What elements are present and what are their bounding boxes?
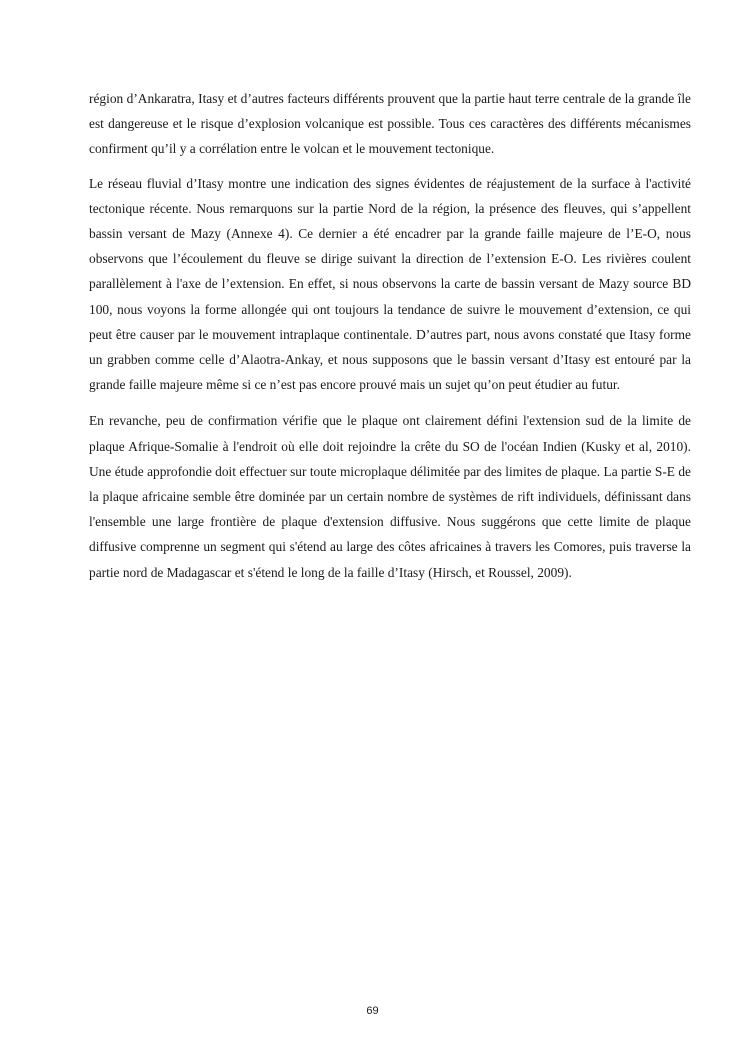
paragraph-volcanic-risk: région d’Ankaratra, Itasy et d’autres facteurs différents prouvent que la partie haut terre centrale de la grande île est dangereuse et le risque d’explosion volcanique est possible. Tous ces caractères des différents mécanismes confirment qu’il y a corrélation entre le volcan et le mouvement tectonique. bbox=[89, 91, 691, 157]
page-number: 69 bbox=[366, 1005, 379, 1017]
paragraph-plate-boundary: En revanche, peu de confirmation vérifie que le plaque ont clairement défini l'extension sud de la limite de plaque Afrique-Somalie à l'endroit où elle doit rejoindre la crête du SO de l'océan Indien (Kusky et al, 2010). Une étude approfondie doit effectuer sur toute microplaque délimitée par des limites de plaque. La partie S-E de la plaque africaine semble être dominée par un certain nombre de systèmes de rift individuels, définissant dans l'ensemble une large frontière de plaque d'extension diffusive. Nous suggérons que cette limite de plaque diffusive comprenne un segment qui s'étend au large des côtes africaines à travers les Comores, puis traverse la partie nord de Madagascar et s'étend le long de la faille d’Itasy (Hirsch, et Roussel, 2009). bbox=[89, 413, 691, 580]
paragraph-fluvial-network: Le réseau fluvial d’Itasy montre une indication des signes évidentes de réajustement de la surface à l'activité tectonique récente. Nous remarquons sur la partie Nord de la région, la présence des fleuves, qui s’appellent bassin versant de Mazy (Annexe 4). Ce dernier a été encadrer par la grande faille majeure de l’E-O, nous observons que l’écoulement du fleuve se dirige suivant la direction de l’extension E-O. Les rivières coulent parallèlement à l'axe de l’extension. En effet, si nous observons la carte de bassin versant de Mazy source BD 100, nous voyons la forme allongée qui ont toujours la tendance de suivre le mouvement d’extension, ce qui peut être causer par le mouvement intraplaque continentale. D’autres part, nous avons constaté que Itasy forme un grabben comme celle d’Alaotra-Ankay, et nous supposons que le bassin versant d’Itasy est entouré par la grande faille majeure même si ce n’est pas encore prouvé mais un sujet qu’on peut étudier au futur. bbox=[89, 175, 691, 393]
body-text bbox=[89, 86, 691, 585]
